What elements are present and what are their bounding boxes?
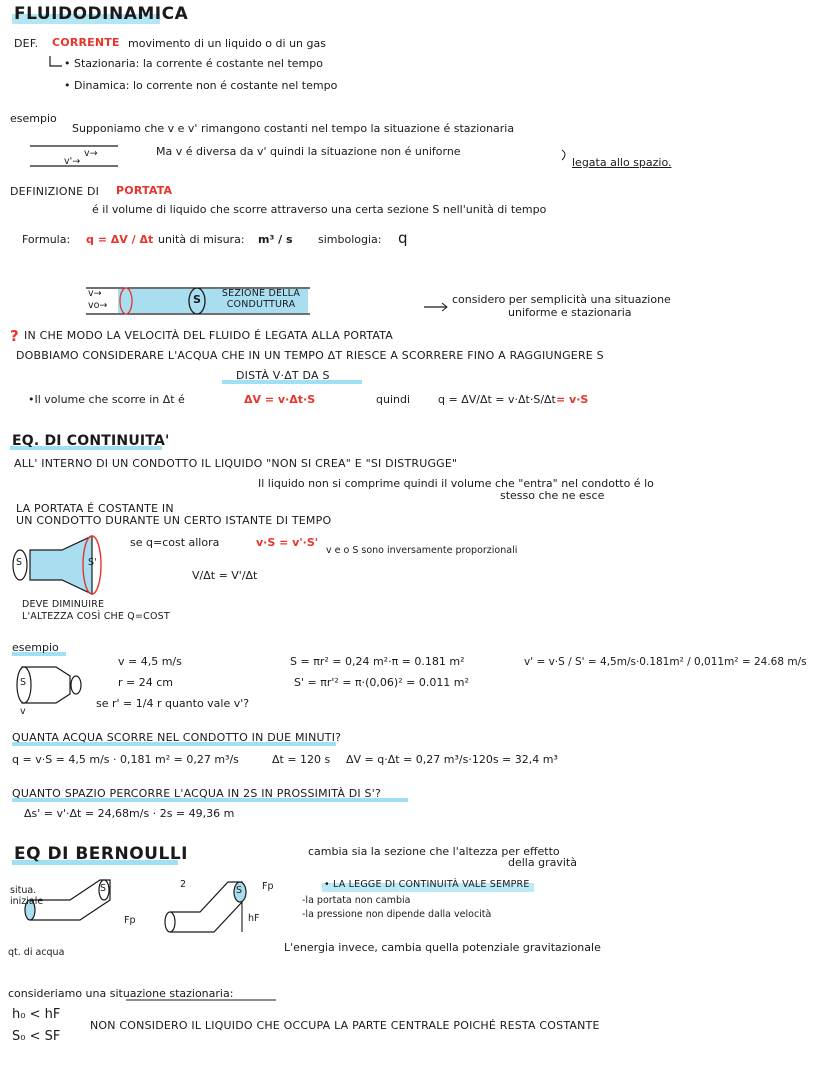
s-relation: S₀ < SF (12, 1029, 61, 1044)
continuita-title: EQ. DI CONTINUITA' (12, 433, 170, 449)
formula: q = ΔV / Δt (86, 233, 154, 246)
continuita-line2b: stesso che ne esce (500, 489, 605, 502)
bracket-icon (562, 150, 565, 160)
def-text: movimento di un liquido o di un gas (128, 37, 326, 50)
symbol: q (398, 229, 408, 247)
question-mark-icon: ? (10, 327, 19, 345)
units: m³ / s (258, 233, 293, 246)
example-line2: Ma v é diversa da v' quindi la situazione non é uniforne (156, 145, 461, 158)
bernoulli-pipe1-s: S (100, 883, 107, 894)
formula-label: Formula: (22, 233, 71, 246)
bernoulli-fp-bottom: Fp (124, 915, 136, 926)
q-result: = v·S (556, 393, 589, 406)
pipe-vp-label: v'→ (64, 156, 81, 167)
consider-line2: uniforme e stazionaria (508, 306, 632, 319)
portata-word: PORTATA (116, 184, 173, 197)
cone-sp-label: S' (88, 557, 97, 568)
bernoulli-energia: L'energia invece, cambia quella potenziale gravitazionale (284, 941, 601, 954)
se-q-text: se q=cost allora (130, 536, 220, 549)
example2-dt: Δt = 120 s (272, 753, 331, 766)
consideriamo-text: consideriamo una situazione stazionaria: (8, 987, 234, 1000)
bernoulli-situa: situa. iniziale (10, 885, 44, 907)
bernoulli-fp-top: Fp (262, 881, 274, 892)
bernoulli-num2: 2 (180, 879, 187, 890)
h-relation: h₀ < hF (12, 1007, 61, 1022)
deve-line2: L'ALTEZZA COSÌ CHE Q=COST (22, 611, 170, 622)
example2-q2-calc: Δs' = v'·Δt = 24,68m/s · 2s = 49,36 m (24, 807, 235, 820)
symbol-label: simbologia: (318, 233, 382, 246)
volume-formula: ΔV = v·Δt·S (244, 393, 316, 406)
example2-pipe-s: S (20, 677, 27, 688)
portata-desc: é il volume di liquido che scorre attraverso una certa sezione S nell'unità di tempo (92, 203, 547, 216)
arrow-icon (50, 56, 62, 66)
example2-q1: QUANTA ACQUA SCORRE NEL CONDOTTO IN DUE MINUTI? (12, 731, 342, 744)
quindi: quindi (376, 393, 411, 406)
deve-line1: DEVE DIMINUIRE (22, 599, 105, 610)
pipe-v-label: v→ (84, 148, 98, 159)
example2-r: r = 24 cm (118, 676, 173, 689)
q-formula: q = ΔV/Δt = v·Δt·S/Δt (438, 393, 556, 406)
volume-line: •Il volume che scorre in Δt é (28, 393, 185, 406)
bernoulli-cambia-2: della gravità (508, 856, 577, 869)
pipe-s: S (193, 293, 201, 306)
bernoulli-pipe2-s: S (236, 885, 243, 896)
bernoulli-pipe-2-start (165, 912, 175, 932)
page-title: FLUIDODINAMICA (14, 4, 189, 24)
example2-dv-calc: ΔV = q·Δt = 0,27 m³/s·120s = 32,4 m³ (346, 753, 558, 766)
consider-line1: considero per semplicità una situazione (452, 293, 671, 306)
inverse-text: v e o S sono inversamente proporzionali (326, 545, 518, 556)
non-considero-text: NON CONSIDERO IL LIQUIDO CHE OCCUPA LA PARTE CENTRALE POICHÉ RESTA COSTANTE (90, 1019, 600, 1032)
bernoulli-cambia-1: cambia sia la sezione che l'altezza per effetto (308, 845, 560, 858)
continuita-line2: Il liquido non si comprime quindi il volume che "entra" nel condotto é lo (258, 477, 654, 490)
bernoulli-legge: • LA LEGGE DI CONTINUITÀ VALE SEMPRE (324, 879, 530, 890)
example2-q1-calc: q = v·S = 4,5 m/s · 0,181 m² = 0,27 m³/s (12, 753, 239, 766)
example2-se-r: se r' = 1/4 r quanto vale v'? (96, 697, 250, 710)
bernoulli-portata: -la portata non cambia (302, 895, 411, 906)
pipe-vo: vo→ (88, 300, 108, 311)
pipe-v: v→ (88, 288, 102, 299)
question-text: IN CHE MODO LA VELOCITÀ DEL FLUIDO É LEGATA ALLA PORTATA (24, 329, 394, 342)
bernoulli-qt: qt. di acqua (8, 947, 65, 958)
def-prefix: DEF. (14, 37, 39, 50)
example-line1: Supponiamo che v e v' rimangono costanti nel tempo la situazione é stazionaria (72, 122, 515, 135)
corrente-word: CORRENTE (52, 36, 120, 49)
example2-v: v = 4,5 m/s (118, 655, 182, 668)
example-label: esempio (10, 112, 57, 125)
portata-const-line2: UN CONDOTTO DURANTE UN CERTO ISTANTE DI TEMPO (16, 514, 332, 527)
portata-const-line1: LA PORTATA É COSTANTE IN (16, 502, 174, 515)
need-line: DOBBIAMO CONSIDERARE L'ACQUA CHE IN UN TEMPO ΔT RIESCE A SCORRERE FINO A RAGGIUNGERE S (16, 349, 604, 362)
bernoulli-hf: hF (248, 913, 260, 924)
sezione-label: SEZIONE DELLA CONDUTTURA (221, 288, 301, 310)
units-label: unità di misura: (158, 233, 245, 246)
portata-def-prefix: DEFINIZIONE DI (10, 185, 100, 198)
example2-vp-calc: v' = v·S / S' = 4,5m/s·0.181m² / 0,011m² = 24.68 m/s (524, 656, 807, 668)
ratio-text: V/Δt = V'/Δt (192, 569, 258, 582)
example2-label: esempio (12, 641, 59, 654)
example2-sp-calc: S' = πr'² = π·(0,06)² = 0.011 m² (294, 676, 469, 689)
bernoulli-title: EQ DI BERNOULLI (14, 844, 188, 864)
continuita-line1: ALL' INTERNO DI UN CONDOTTO IL LIQUIDO "NON SI CREA" E "SI DISTRUGGE" (14, 457, 458, 470)
cone-s-label: S (16, 557, 23, 568)
distance-text: DISTÀ V·ΔT DA S (236, 369, 330, 382)
example2-q2: QUANTO SPAZIO PERCORRE L'ACQUA IN 2S IN PROSSIMITÀ DI S'? (12, 787, 381, 800)
legata-spazio: legata allo spazio. (572, 156, 672, 169)
dinamica-text: • Dinamica: lo corrente non é costante nel tempo (64, 79, 338, 92)
stazionaria-text: • Stazionaria: la corrente é costante nel tempo (64, 57, 323, 70)
vs-equation: v·S = v'·S' (256, 536, 319, 549)
example2-pipe-v: v (20, 706, 26, 717)
example2-s-calc: S = πr² = 0,24 m²·π = 0.181 m² (290, 655, 465, 668)
example-pipe-end (71, 676, 81, 694)
bernoulli-pressione: -la pressione non dipende dalla velocità (302, 909, 492, 920)
